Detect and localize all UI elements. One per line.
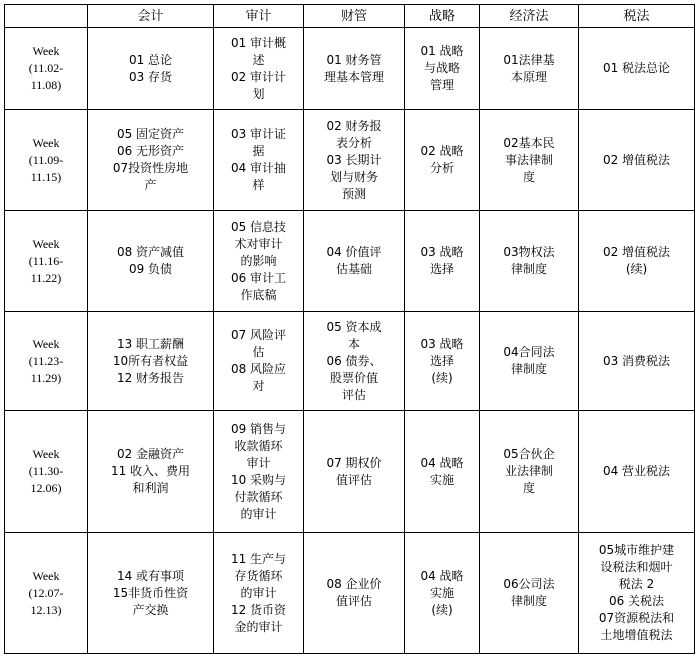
topic-line: 05 信息技 [230,219,287,234]
topic-line: 14 或有事项 [116,568,185,583]
topic-line: 08 企业价 [326,577,382,591]
topic-line: 05合伙企 [503,447,555,461]
topic-cell-economic-law [480,110,579,211]
header-audit: 审计 [214,5,304,28]
topic-line: 分析 [429,161,454,175]
topic-line: 06 债券、 [326,353,382,368]
topic-cell-strategy [405,533,480,654]
week-label-line: 12.06) [30,481,62,495]
topic-cell-economic-law [480,411,579,533]
topic-line: 和利润 [132,481,169,495]
topic-line: 01 总论 [128,52,173,67]
week-label-line: Week [32,236,60,251]
topic-line: 实施 [429,472,454,487]
header-accounting: 会计 [88,5,214,28]
topic-line: 02 增值税法 [602,152,671,167]
topic-line: 值评估 [335,594,372,608]
topic-line: 06 关税法 [608,594,665,608]
topic-line: 06 无形资产 [116,144,185,158]
week-label-line: Week [32,336,60,351]
week-label-line: (11.02- [28,61,64,75]
week-label-line: (12.07- [28,585,64,600]
week-label-line: 11.15) [30,169,62,184]
topic-cell-accounting [88,533,214,654]
week-label-line: 11.22) [30,270,62,285]
topic-line: 金的审计 [234,619,283,634]
week-label [5,312,88,411]
week-label-line: (11.09- [28,152,64,167]
topic-cell-economic-law [480,312,579,411]
topic-line: 理基本管理 [323,69,384,84]
topic-line: 03 战略 [420,245,464,259]
week-label-line: Week [32,135,60,150]
schedule-table [4,4,695,654]
header-strategy: 战略 [405,5,480,28]
topic-line: 07 风险评 [230,328,287,342]
topic-line: 律制度 [510,594,547,608]
topic-line: 03 战略 [420,336,464,351]
topic-cell-economic-law [480,211,579,312]
topic-line: 11 生产与 [230,551,287,566]
topic-cell-financial-management [304,411,405,533]
topic-line: 01 战略 [420,44,464,58]
topic-line: 03 长期计 [326,152,382,167]
topic-line: 06公司法 [503,577,555,591]
topic-cell-strategy [405,312,480,411]
topic-line: 03 存货 [128,69,173,84]
topic-line: 04 价值评 [326,245,382,259]
topic-line: 据 [252,144,265,158]
topic-line: 述 [252,52,265,67]
topic-line: 存货循环 [234,568,283,583]
topic-cell-accounting [88,411,214,533]
topic-line: 06 审计工 [230,270,287,285]
topic-line: 的影响 [240,253,277,268]
topic-cell-tax-law [579,211,695,312]
topic-line: 本原理 [510,69,547,84]
topic-cell-strategy [405,28,480,110]
topic-line: (续) [431,370,453,385]
topic-cell-accounting [88,312,214,411]
topic-line: 审计 [246,455,271,470]
topic-line: 09 销售与 [230,421,287,436]
topic-line: 07资源税法和 [598,611,675,625]
topic-line: 选择 [429,262,454,276]
week-row [5,211,695,312]
topic-line: 划 [252,86,265,101]
topic-line: 的审计 [240,506,277,521]
topic-line: 实施 [429,585,454,600]
week-label-line: (11.30- [28,464,64,478]
topic-line: 收款循环 [234,438,283,453]
topic-line: 的审计 [240,585,277,600]
topic-line: 07 期权价 [326,455,382,470]
topic-cell-economic-law [480,28,579,110]
topic-line: 15非货币性资 [112,585,189,600]
week-label-line: 11.08) [30,78,62,92]
topic-line: 01 税法总论 [602,61,671,75]
topic-line: 税法 2 [618,577,655,591]
topic-line: 产交换 [132,602,169,617]
topic-cell-audit [214,533,304,654]
topic-cell-strategy [405,110,480,211]
topic-line: 本 [347,336,360,351]
topic-cell-audit [214,312,304,411]
topic-line: 评估 [341,387,366,402]
header-economic-law: 经济法 [480,5,579,28]
topic-line: 样 [252,178,265,192]
topic-line: 08 风险应 [230,362,287,376]
week-label-line: 12.13) [30,602,62,617]
topic-line: 作底稿 [240,287,277,302]
topic-line: 05 固定资产 [116,127,185,141]
topic-cell-financial-management [304,110,405,211]
topic-cell-strategy [405,211,480,312]
topic-line: 术对审计 [234,236,283,251]
topic-line: 值评估 [335,472,372,487]
topic-line: 02 战略 [420,144,464,158]
topic-line: 设税法和烟叶 [600,560,673,574]
topic-line: 04 战略 [420,568,464,583]
topic-line: 08 资产减值 [116,245,185,259]
topic-line: 03 消费税法 [602,353,671,368]
header-row [5,5,695,28]
topic-line: 表分析 [335,135,372,150]
topic-line: 05城市维护建 [598,543,675,557]
topic-line: 付款循环 [234,489,283,504]
topic-line: 03物权法 [503,245,555,259]
week-row [5,411,695,533]
topic-cell-audit [214,211,304,312]
topic-line: 04 战略 [420,455,464,470]
topic-cell-audit [214,28,304,110]
topic-cell-accounting [88,28,214,110]
topic-line: (续) [431,602,453,617]
week-label-line: (11.23- [28,353,64,368]
topic-line: 划与财务 [329,169,378,184]
week-label [5,411,88,533]
week-label-line: 11.29) [30,370,62,385]
week-label [5,110,88,211]
topic-line: 05 资本成 [326,319,382,334]
topic-line: 度 [522,481,535,495]
week-row [5,28,695,110]
week-label [5,211,88,312]
topic-line: 02 财务报 [326,118,382,133]
topic-line: 10 采购与 [230,472,287,487]
topic-cell-economic-law [480,533,579,654]
topic-line: 律制度 [510,262,547,276]
week-label-line: Week [32,568,60,583]
topic-cell-tax-law [579,110,695,211]
header-tax-law: 税法 [579,5,695,28]
topic-line: 01法律基 [503,52,555,67]
header-financial-management: 财管 [304,5,405,28]
week-label [5,28,88,110]
topic-line: 产 [144,178,157,192]
topic-line: 土地增值税法 [600,628,673,642]
topic-cell-tax-law [579,411,695,533]
header-corner [5,5,88,28]
topic-cell-strategy [405,411,480,533]
topic-line: 13 职工薪酬 [116,336,185,351]
topic-line: 09 负债 [128,262,173,276]
topic-cell-financial-management [304,533,405,654]
topic-line: 01 财务管 [326,52,382,67]
topic-cell-tax-law [579,533,695,654]
topic-cell-accounting [88,211,214,312]
topic-cell-financial-management [304,211,405,312]
topic-line: 预测 [341,186,366,201]
week-label-line: Week [32,447,60,461]
topic-cell-accounting [88,110,214,211]
topic-line: 07投资性房地 [112,161,189,175]
topic-line: 对 [252,379,265,393]
topic-line: 业法律制 [504,464,553,478]
topic-cell-financial-management [304,28,405,110]
topic-line: 与战略 [423,61,460,75]
topic-line: 03 审计证 [230,127,287,141]
topic-cell-tax-law [579,28,695,110]
topic-line: 律制度 [510,362,547,376]
week-row [5,110,695,211]
topic-cell-audit [214,411,304,533]
topic-line: (续) [625,262,648,276]
topic-line: 度 [522,169,535,184]
topic-line: 12 财务报告 [116,370,185,385]
topic-line: 02 金融资产 [116,447,185,461]
topic-line: 10所有者权益 [112,353,189,368]
topic-line: 估 [252,345,265,359]
topic-line: 04 审计抽 [230,161,287,175]
week-label-line: (11.16- [28,253,64,268]
topic-line: 估基础 [335,262,372,276]
topic-line: 02基本民 [503,135,555,150]
topic-line: 管理 [429,78,454,92]
topic-line: 11 收入、费用 [110,464,191,478]
topic-line: 01 审计概 [230,35,287,50]
week-row [5,312,695,411]
topic-line: 04 营业税法 [602,464,671,478]
topic-line: 12 货币资 [230,602,287,617]
topic-cell-financial-management [304,312,405,411]
topic-line: 02 增值税法 [602,245,671,259]
topic-cell-tax-law [579,312,695,411]
week-row [5,533,695,654]
week-label [5,533,88,654]
topic-line: 04合同法 [503,345,555,359]
topic-line: 02 审计计 [230,69,287,84]
topic-line: 事法律制 [504,152,553,167]
week-label-line: Week [32,44,60,58]
topic-cell-audit [214,110,304,211]
topic-line: 选择 [429,353,454,368]
topic-line: 股票价值 [329,370,378,385]
